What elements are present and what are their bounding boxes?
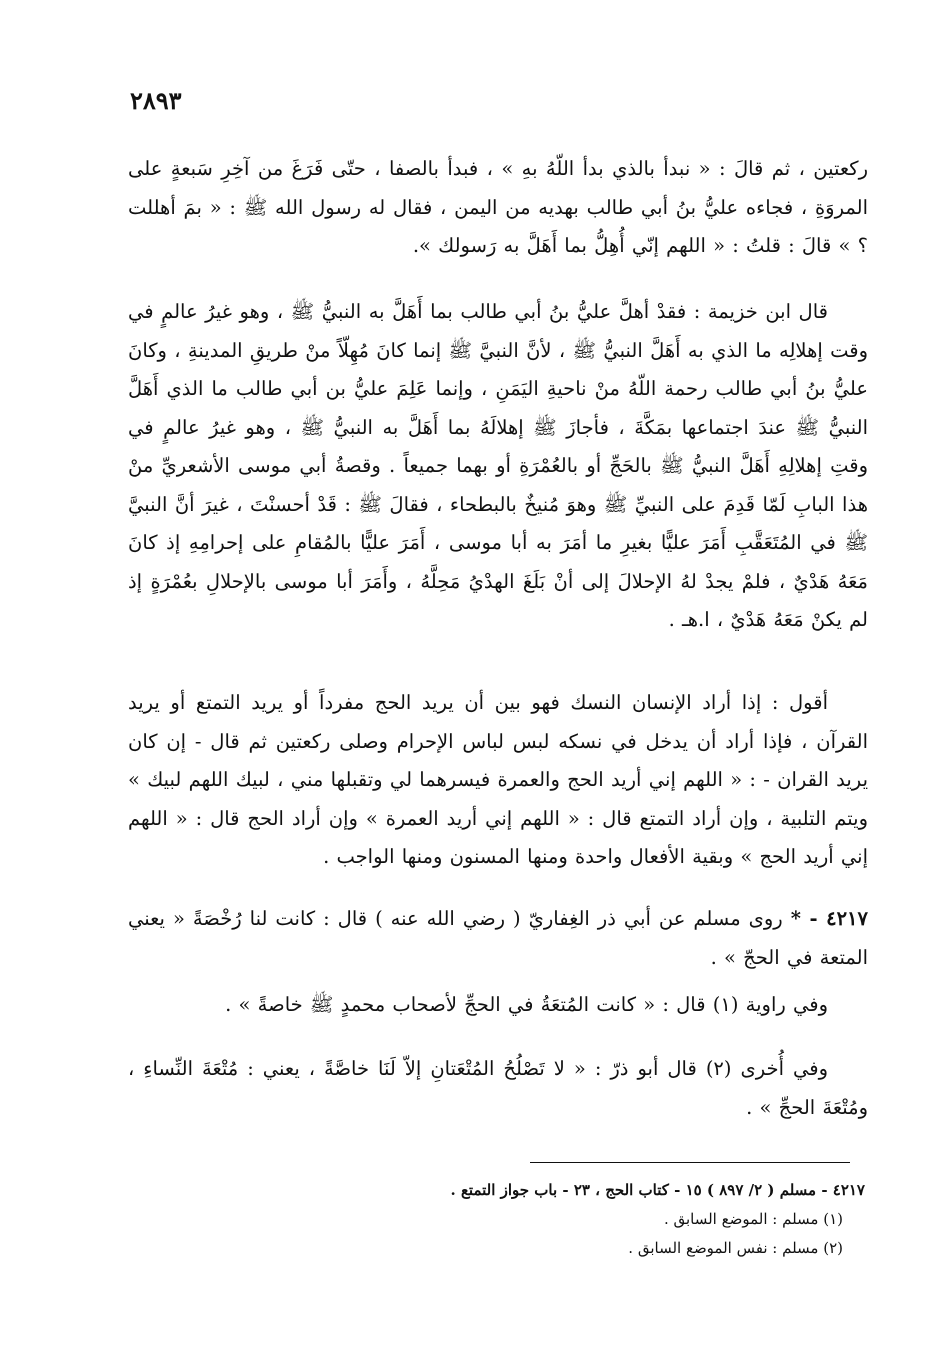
text-block-hadith-continuation (128, 150, 868, 266)
text-block-narration-2 (128, 1050, 868, 1127)
paragraph-text: ركعتين ، ثم قالَ : « نبدأ بالذي بدأ اللّهُ بهِ » ، فبدأ بالصفا ، حتّى فَرَغَ من آخِرِ سَبعةٍ على المروَةِ ، فجاءه عليُّ بنُ أبي طالب بهديه من اليمن ، فقال له رسول الله ﷺ : « بمَ أهللت ؟ » قالَ : قلتُ : « اللهم إنّي أُهِلُّ بما أَهَلَّ به رَسولك ». (128, 157, 868, 257)
footnote-2: (٢) مسلم : نفس الموضع السابق . (628, 1239, 843, 1257)
hadith-text: روى مسلم عن أبي ذر الغِفاريّ ( رضي الله عنه ) قال : كانت لنا رُخْصَةً « يعني المتعة في الحجّ » . (128, 907, 868, 969)
page-number: ٢٨٩٣ (130, 86, 182, 115)
paragraph-text: قال ابن خزيمة : فقدْ أهلَّ عليُّ بنُ أبي طالب بما أَهَلَّ به النبيُّ ﷺ ، وهو غيرُ عالمٍ في وقت إهلالِه ما الذي به أَهَلَّ النبيُّ ﷺ ، لأنَّ النبيَّ ﷺ إنما كانَ مُهِلّاً منْ طريقِ المدينةِ ، وكانَ عليُّ بنُ أبي طالب رحمة اللّهُ منْ ناحيةِ اليَمَنِ ، وإنما عَلِمَ عليُّ بن أبي طالب ما الذي أَهَلَّ النبيُّ ﷺ عندَ اجتماعها بمَكَّةَ ، فأجازَ ﷺ إهلالَهُ بما أَهَلَّ به النبيُّ ﷺ ، وهو غيرُ عالمٍ في وقتِ إهلالِهِ أَهَلَّ النبيُّ ﷺ بالحَجِّ أو بالعُمْرَةِ أو بهما جميعاً . وقصةُ أبي موسى الأشعريِّ منْ هذا البابِ لَمّا قَدِمَ على النبيِّ ﷺ وهوَ مُنيخٌ بالبطحاء ، فقالَ ﷺ : قَدْ أحسنْتَ ، غيرَ أنَّ النبيَّ ﷺ في المُتَعَقَّبِ أَمَرَ عليًّا بغيرِ ما أمَرَ به أبا موسى ، أَمَرَ عليًّا بالمُقامِ على إحرامِهِ إذ كانَ مَعَهُ هَدْيٌ ، فلمْ يجدْ لهُ الإحلالَ إلى أنْ بَلَغَ الهدْيُ مَحِلَّهُ ، وأَمَرَ أبا موسى بالإحلالِ بعُمْرَةٍ إذ لم يكنْ مَعَهُ هَدْيٌ ، ا.هـ . (128, 300, 868, 631)
paragraph-text: وفي راوية (١) قال : « كانت المُتعَةُ في الحجِّ لأصحاب محمدٍ ﷺ خاصةً » . (225, 993, 828, 1016)
footnote-1: (١) مسلم : الموضع السابق . (663, 1210, 843, 1228)
paragraph-text: وفي أُخرى (٢) قال أبو ذرّ : « لا تَصْلُحُ المُتْعَتانِ إلاّ لَنَا خاصَّةً ، يعني : مُتْعَةَ النِّساءِ ، ومُتْعَةَ الحجِّ » . (128, 1057, 868, 1119)
paragraph-text (128, 900, 868, 977)
footnote-source: ٤٢١٧ - مسلم ( ٢/ ٨٩٧ ) ١٥ - كتاب الحج ، ٢٣ - باب جواز التمتع . (450, 1181, 865, 1199)
text-block-narration-1 (128, 986, 868, 1025)
paragraph-text: أقول : إذا أراد الإنسان النسك فهو بين أن يريد الحج مفرداً أو يريد التمتع أو يريد القرآن ، فإذا أراد أن يدخل في نسكه لبس لباس الإحرام وصلى ركعتين ثم قال - إن كان يريد القران - : « اللهم إني أريد الحج والعمرة فيسرهما لي وتقبلها مني ، لبيك اللهم لبيك » ويتم التلبية ، وإن أراد التمتع قال : « اللهم إني أريد العمرة » وإن أراد الحج قال : « اللهم إني أريد الحج » وبقية الأفعال واحدة ومنها المسنون ومنها الواجب . (128, 691, 868, 868)
footnotes (128, 1176, 865, 1263)
footnote-divider (530, 1162, 850, 1163)
text-block-hadith-4217 (128, 900, 868, 977)
hadith-number: ٤٢١٧ - * (790, 907, 868, 930)
text-block-commentary (128, 684, 868, 877)
text-block-ibn-khuzaymah (128, 293, 868, 640)
